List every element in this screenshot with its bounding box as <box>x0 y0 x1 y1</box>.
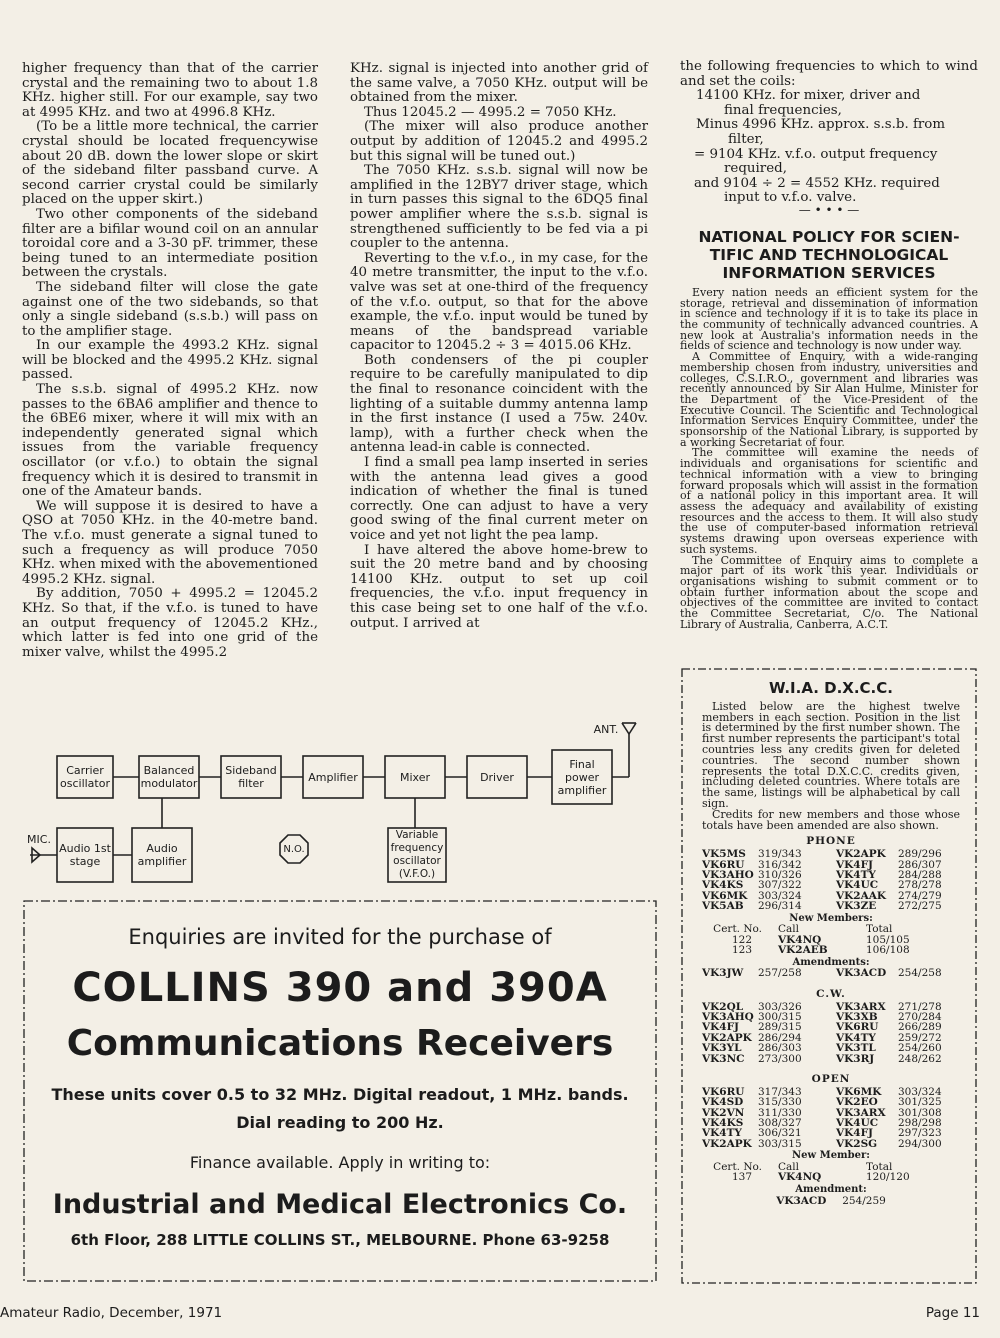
dx-call: VK6MK <box>836 1085 882 1098</box>
nm-col: Call <box>778 1161 800 1174</box>
dx-score: 286/294 <box>758 1031 802 1044</box>
dx-score: 308/327 <box>758 1117 802 1130</box>
no-label: N.O. <box>283 843 305 855</box>
footer-publication: Amateur Radio, December, 1971 <box>0 1305 223 1321</box>
body-paragraph: I find a small pea lamp inserted in series with the antenna lead gives a good indication of whether the final is tuned correctly. One can adjust to have a very good swing of the final current meter on voice and yet not light the pea lamp. <box>350 455 648 543</box>
wia-dxcc-box <box>680 667 978 1285</box>
dx-call: VK2APK <box>836 848 886 861</box>
dx-score: 303/315 <box>758 1137 802 1150</box>
collins-advertisement <box>22 899 658 1283</box>
dx-score: 303/326 <box>758 1000 802 1013</box>
dx-call: VK6RU <box>836 1021 879 1034</box>
body-paragraph: By addition, 7050 + 4995.2 = 12045.2 KHz. So that, if the v.f.o. is tuned to have an output frequency of 12045.2 KHz., which latter is fed into one grid of the mixer valve, whilst the 4995.2 <box>22 586 318 660</box>
col3-intro: the following frequencies to which to wind and set the coils: <box>680 59 978 89</box>
dx-score: 286/303 <box>758 1042 802 1055</box>
dx-call: VK5AB <box>702 900 744 913</box>
footer-page: Page 11 <box>925 1305 980 1321</box>
dx-score: 271/278 <box>898 1000 942 1013</box>
dx-call: VK2VN <box>702 1106 745 1119</box>
column-3 <box>680 60 978 630</box>
dx-score: 257/258 <box>758 967 802 980</box>
policy-title-line: NATIONAL POLICY FOR SCIEN- <box>698 227 960 246</box>
block-balanced-modulator: Balanced modulator <box>140 764 198 790</box>
body-paragraph: In our example the 4993.2 KHz. signal will be blocked and the 4995.2 KHz. signal passed. <box>22 338 318 383</box>
body-paragraph: Two other components of the sideband filter are a bifilar wound coil on an annular toroidal core and a 3-30 pF. trimmer, these being tuned to an intermediate position between the crystals. <box>22 206 318 281</box>
table-row <box>702 849 960 859</box>
dxcc-intro-2: Credits for new members and those whose totals have been amended are also shown. <box>702 807 960 832</box>
nm-total: 106/108 <box>866 944 910 957</box>
frequency-list <box>680 89 978 206</box>
dx-score: 254/259 <box>842 1194 886 1207</box>
freq-line: Minus 4996 KHz. approx. s.s.b. from <box>696 117 946 133</box>
policy-title-line: TIFIC AND TECHNOLOGICAL <box>709 245 949 264</box>
block-sideband-filter: Sideband filter <box>225 764 277 790</box>
dx-call: VK2SG <box>836 1137 878 1150</box>
dx-score: 306/321 <box>758 1127 802 1140</box>
policy-paragraph: The Committee of Enquiry aims to complete a major part of its work this year. Individuals or organisations wishing to submit comment or to obtain further information about the scope and objectives of the committee are invited to contact the Committee Secretariat, C/o. The National Library of Australia, Canberra, A.C.T. <box>680 553 978 631</box>
dx-call: VK3RJ <box>836 1052 875 1065</box>
ad-spec: These units cover 0.5 to 32 MHz. Digital readout, 1 MHz. bands. <box>51 1085 629 1104</box>
policy-body <box>680 285 978 631</box>
dx-score: 303/324 <box>898 1085 942 1098</box>
dx-score: 303/324 <box>758 889 802 902</box>
dx-call: VK6RU <box>702 858 745 871</box>
antenna-label: ANT. <box>593 722 619 736</box>
dx-call: VK3TL <box>836 1042 876 1055</box>
dx-call: VK4TY <box>836 868 876 881</box>
dx-call: VK3NC <box>702 1052 745 1065</box>
phone-new-members-heading: New Members: <box>789 912 873 924</box>
dx-call: VK4TY <box>836 1031 876 1044</box>
table-row <box>702 1054 960 1064</box>
table-row <box>702 901 960 911</box>
column-2 <box>350 62 648 631</box>
freq-line: and 9104 ÷ 2 = 4552 KHz. required <box>694 175 940 191</box>
policy-paragraph: The committee will examine the needs of individuals and organisations for scientific and technical information with a view to bringing forward proposals which will assist in the formation of a national policy in this important area. It will assess the adequacy and availability of existing resources and the access to them. It will also study the use of computer-based information retrieval systems drawing upon overseas experience with such systems. <box>680 446 978 556</box>
dx-call: VK2APK <box>702 1137 752 1150</box>
dx-call: VK4FJ <box>836 858 874 871</box>
dx-call: VK6MK <box>702 889 748 902</box>
dx-score: 289/315 <box>758 1021 802 1034</box>
ad-company: Industrial and Medical Electronics Co. <box>52 1189 628 1220</box>
body-paragraph: The 7050 KHz. s.s.b. signal will now be amplified in the 12BY7 driver stage, which in turn passes this signal to the 6DQ5 final power amplifier where the s.s.b. signal is strengthened sufficiently to be fed via a pi coupler to the antenna. <box>350 163 648 252</box>
dx-call: VK2EO <box>836 1096 878 1109</box>
transmitter-block-diagram <box>22 720 662 890</box>
dx-score: 307/322 <box>758 879 802 892</box>
dx-score: 266/289 <box>898 1021 942 1034</box>
dxcc-content <box>702 677 960 1206</box>
dx-call: VK3ACD <box>776 1194 827 1207</box>
freq-line: filter, <box>728 131 764 147</box>
cw-table <box>702 1002 960 1064</box>
ad-finance: Finance available. Apply in writing to: <box>189 1153 491 1172</box>
table-row <box>702 1139 960 1149</box>
nm-col: Call <box>778 923 800 936</box>
body-paragraph: higher frequency than that of the carrier crystal and the remaining two to about 1.8 KHz. higher still. For our example, say two at 4995 KHz. and two at 4996.8 KHz. <box>22 61 318 120</box>
table-row <box>702 945 960 955</box>
phone-table <box>702 849 960 911</box>
column-1 <box>22 62 318 660</box>
dx-call: VK3ARX <box>836 1106 886 1119</box>
body-paragraph: (The mixer will also produce another output by addition of 12045.2 and 4995.2 but this signal will be tuned out.) <box>350 119 648 164</box>
table-row <box>702 1172 960 1182</box>
policy-title <box>680 228 978 282</box>
dx-call: VK3ZE <box>836 900 877 913</box>
dx-score: 284/288 <box>898 868 942 881</box>
phone-amendments-heading: Amendments: <box>792 956 870 968</box>
freq-line: 14100 KHz. for mixer, driver and <box>696 88 921 104</box>
nm-col: Total <box>866 1161 893 1174</box>
dx-call: VK5MS <box>702 848 746 861</box>
dx-call: VK3ARX <box>836 1000 886 1013</box>
body-paragraph: We will suppose it is desired to have a QSO at 7050 KHz. in the 40-metre band. The v.f.o. must generate a signal tuned to such a frequency as will produce 7050 KHz. when mixed with the abovementioned 4995.2 KHz. signal. <box>22 498 318 587</box>
freq-line: input to v.f.o. valve. <box>724 190 857 206</box>
cw-heading: C.W. <box>816 987 846 1000</box>
body-paragraph: (To be a little more technical, the carrier crystal should be located frequencywise about 20 dB. down the lower slope or skirt of the sideband filter passband curve. A second carrier crystal could be similarly placed on the upper skirt.) <box>22 119 318 208</box>
nm-cert: 122 <box>731 933 752 946</box>
dx-call: VK4UC <box>836 879 879 892</box>
freq-line: final frequencies, <box>724 102 842 118</box>
dx-call: VK3AHQ <box>702 1011 754 1024</box>
dx-score: 270/284 <box>898 1011 942 1024</box>
dx-score: 273/300 <box>758 1052 802 1065</box>
dx-call: VK4SD <box>702 1096 744 1109</box>
block-audio-1st-stage: Audio 1st stage <box>59 842 111 868</box>
dx-call: VK3ACD <box>836 967 887 980</box>
block-driver: Driver <box>480 770 514 784</box>
dx-score: 297/323 <box>898 1127 942 1140</box>
open-heading: OPEN <box>811 1073 851 1086</box>
ad-address: 6th Floor, 288 LITTLE COLLINS ST., MELBOURNE. Phone 63-9258 <box>70 1231 610 1249</box>
body-paragraph: Both condensers of the pi coupler require to be carefully manipulated to dip the final to resonance coincident with the lighting of a suitable dummy antenna lamp in the first instance (I used a 75w. 240v. lamp), with a further check when the antenna lead-in cable is connected. <box>350 352 648 456</box>
dx-call: VK4FJ <box>836 1127 874 1140</box>
dx-call: VK4FJ <box>702 1021 740 1034</box>
nm-call: VK4NQ <box>778 933 822 946</box>
policy-paragraph: A Committee of Enquiry, with a wide-ranging membership chosen from industry, universities and colleges, C.S.I.R.O., government and libraries was recently announced by Sir Alan Hulme, Minister for the Department of the Vice-President of the Executive Council. The Scientific and Technological Information Services Enquiry Committee, under the sponsorship of the National Library, is supported by a working Secretariat of four. <box>680 350 978 449</box>
dx-score: 316/342 <box>758 858 802 871</box>
ad-enquiries: Enquiries are invited for the purchase of <box>128 925 552 949</box>
dx-call: VK3AHO <box>702 868 754 881</box>
dx-score: 300/315 <box>758 1011 802 1024</box>
dxcc-intro: Listed below are the highest twelve members in each section. Position in the list is determined by the first number shown. The first number represents the participant's total countries less any credits given for deleted countries. The second number shown represents the total D.X.C.C. credits given, including deleted countries. Where totals are the same, listings will be alphabetical by call sign. <box>702 699 960 810</box>
ad-headline: COLLINS 390 and 390A <box>72 965 608 1011</box>
nm-col: Cert. No. <box>713 1161 762 1174</box>
dx-call: VK4UC <box>836 1117 879 1130</box>
dx-call: VK4TY <box>702 1127 742 1140</box>
nm-cert: 123 <box>731 944 752 957</box>
block-mixer: Mixer <box>399 770 430 784</box>
freq-line: = 9104 KHz. v.f.o. output frequency <box>694 146 938 162</box>
block-amplifier: Amplifier <box>308 770 358 784</box>
dx-call: VK4KS <box>702 1117 744 1130</box>
dx-score: 296/314 <box>758 900 802 913</box>
nm-total: 105/105 <box>866 933 910 946</box>
nm-col: Cert. No. <box>713 923 762 936</box>
dx-score: 289/296 <box>898 848 942 861</box>
dx-call: VK3JW <box>702 967 744 980</box>
body-paragraph: The sideband filter will close the gate against one of the two sidebands, so that only a single sideband (s.s.b.) will pass on to the amplifier stage. <box>22 279 318 339</box>
nm-cert: 137 <box>731 1171 752 1184</box>
dx-score: 319/343 <box>758 848 802 861</box>
dx-score: 254/258 <box>898 967 942 980</box>
dx-score: 310/326 <box>758 868 802 881</box>
open-new-member-heading: New Member: <box>792 1150 870 1162</box>
block-carrier-oscillator: Carrier oscillator <box>60 764 110 790</box>
dx-call: VK4KS <box>702 879 744 892</box>
diagram-lines <box>22 720 662 890</box>
body-paragraph: KHz. signal is injected into another grid of the same valve, a 7050 KHz. output will be obtained from the mixer. <box>350 61 648 106</box>
open-table <box>702 1087 960 1149</box>
block-final-power-amplifier: Final power amplifier <box>557 757 607 797</box>
dx-score: 301/325 <box>898 1096 942 1109</box>
dx-score: 278/278 <box>898 879 942 892</box>
dx-score: 259/272 <box>898 1031 942 1044</box>
freq-line: required, <box>724 161 787 177</box>
ad-dial: Dial reading to 200 Hz. <box>236 1113 444 1132</box>
body-paragraph: The s.s.b. signal of 4995.2 KHz. now passes to the 6BA6 amplifier and thence to the 6BE6 mixer, where it will mix with an independently generated signal which issues from the variable frequency oscillator (or v.f.o.) to obtain the signal frequency which it is desired to transmit in one of the Amateur bands. <box>22 382 318 500</box>
nm-total: 120/120 <box>866 1171 910 1184</box>
nm-col: Total <box>866 923 893 936</box>
open-amendment-heading: Amendment: <box>795 1183 867 1195</box>
dx-score: 311/330 <box>758 1106 802 1119</box>
dx-score: 301/308 <box>898 1106 942 1119</box>
block-vfo: Variable frequency oscillator (V.F.O.) <box>390 829 444 880</box>
dx-score: 294/300 <box>898 1137 942 1150</box>
ad-subheadline: Communications Receivers <box>66 1023 614 1064</box>
phone-new-table <box>702 935 960 956</box>
dx-score: 274/279 <box>898 889 942 902</box>
dx-call: VK2APK <box>702 1031 752 1044</box>
policy-paragraph: Every nation needs an efficient system for the storage, retrieval and dissemination of information in science and technology if it is to take its place in the community of technically advanced countries. A new look at Australia's information needs in the fields of science and technology is now under way. <box>680 285 978 353</box>
dx-score: 254/260 <box>898 1042 942 1055</box>
body-paragraph: Thus 12045.2 — 4995.2 = 7050 KHz. <box>364 104 617 120</box>
dx-score: 298/298 <box>898 1117 942 1130</box>
dx-score: 272/275 <box>898 900 942 913</box>
mic-label: MIC. <box>27 832 51 846</box>
dx-call: VK3XB <box>836 1011 878 1024</box>
dx-call: VK3YL <box>702 1042 742 1055</box>
dx-score: 317/343 <box>758 1085 802 1098</box>
dx-call: VK2AAK <box>836 889 886 902</box>
phone-heading: PHONE <box>806 835 856 848</box>
body-paragraph: I have altered the above home-brew to suit the 20 metre band and by choosing 14100 KHz. output to set up coil frequencies, the v.f.o. input frequency in this case being set to one half of the v.f.o. output. I arrived at <box>350 542 648 631</box>
separator: — • • • — <box>798 202 860 217</box>
dx-score: 315/330 <box>758 1096 802 1109</box>
dx-score: 248/262 <box>898 1052 942 1065</box>
block-audio-amplifier: Audio amplifier <box>137 842 187 868</box>
policy-title-line: INFORMATION SERVICES <box>722 263 936 282</box>
dx-call: VK6RU <box>702 1085 745 1098</box>
body-paragraph: Reverting to the v.f.o., in my case, for the 40 metre transmitter, the input to the v.f.o. valve was set at one-third of the frequency of the v.f.o. output, so that for the above example, the v.f.o. input would be tuned by means of the bandspread variable capacitor to 12045.2 ÷ 3 = 4015.06 KHz. <box>350 250 648 354</box>
dxcc-title: W.I.A. D.X.C.C. <box>769 679 893 697</box>
nm-call: VK4NQ <box>778 1171 822 1184</box>
table-row <box>702 1196 960 1206</box>
dx-score: 286/307 <box>898 858 942 871</box>
table-row <box>702 968 960 978</box>
nm-call: VK2AEB <box>778 944 828 957</box>
dx-call: VK2QL <box>702 1000 744 1013</box>
